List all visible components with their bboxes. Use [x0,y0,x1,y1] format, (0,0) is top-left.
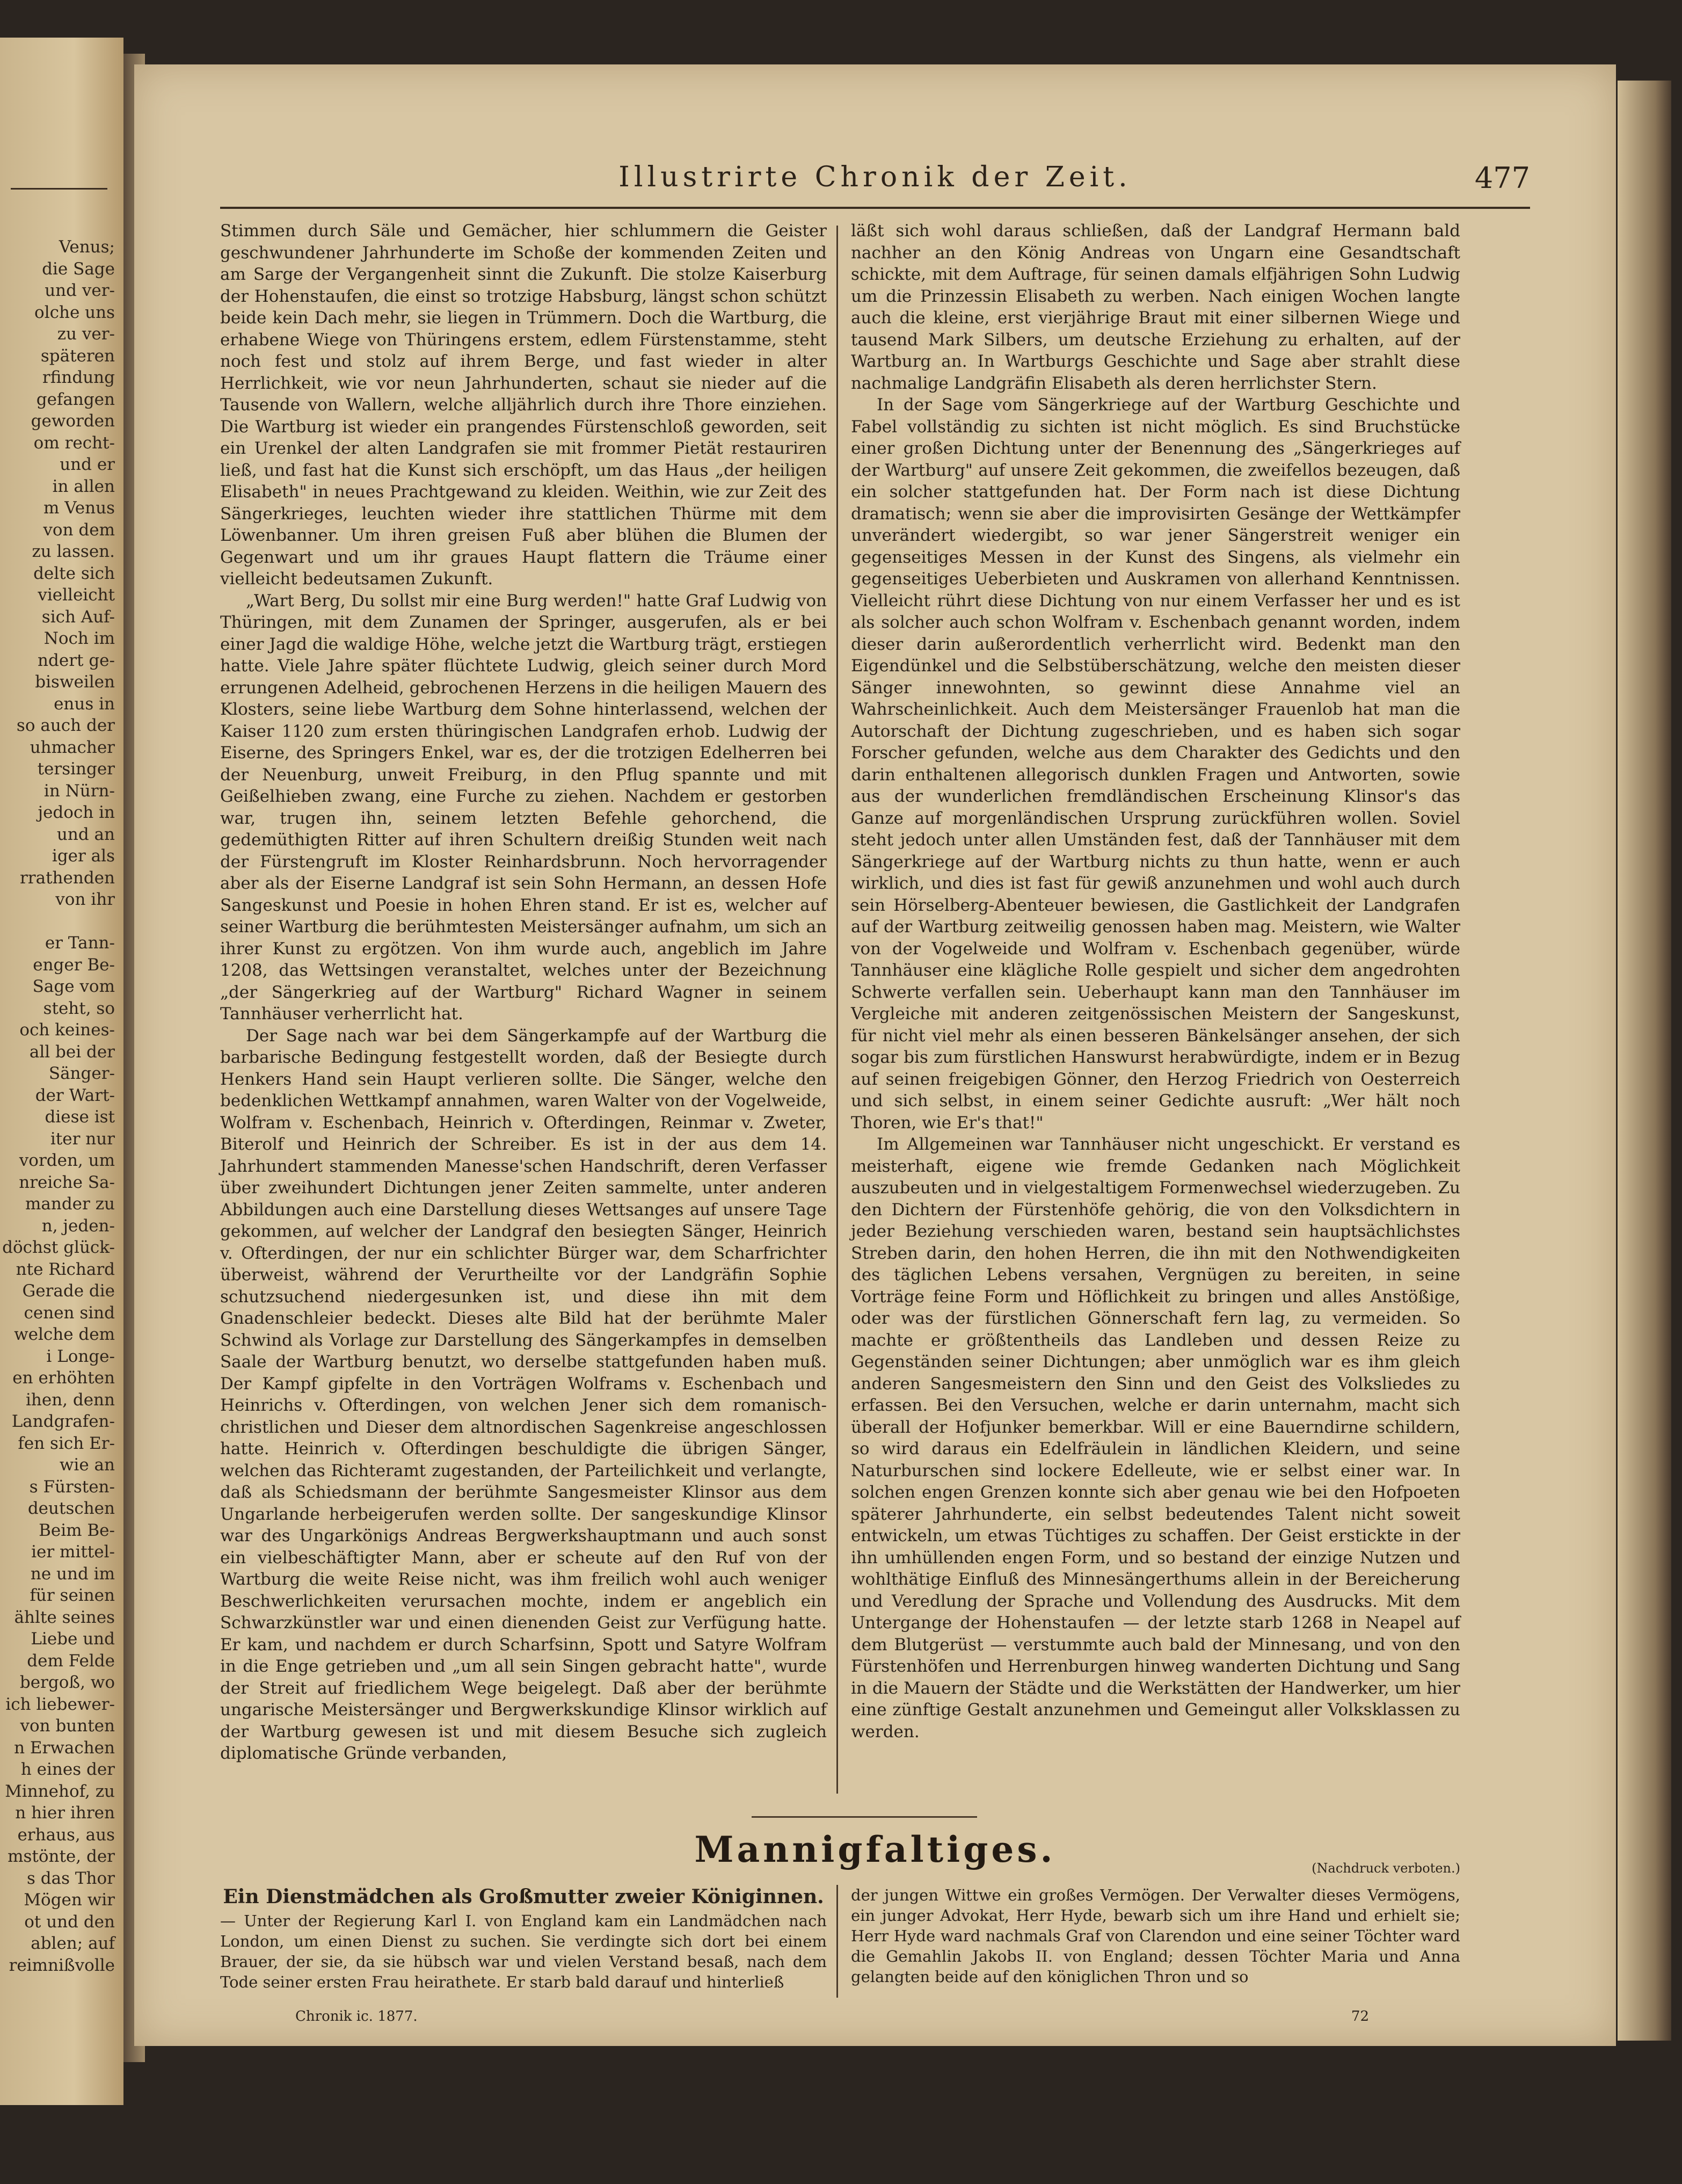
left-page-fragment-line: iger als [52,846,115,866]
left-page-fragment-line: die Sage [42,259,115,279]
page-header [220,161,1530,209]
left-page-fragment-line: och keines- [19,1020,115,1040]
left-page-fragment-line: Sänger- [48,1064,115,1083]
left-page-fragment-line: h eines der [20,1760,115,1779]
left-page-fragment-line: all bei der [29,1042,115,1062]
left-page-fragment-line: welche dem [14,1325,115,1344]
article-column-left [220,1885,827,1992]
left-page-fragment-line: mstönte, der [8,1847,115,1866]
left-page-fragment-line: erhaus, aus [17,1825,115,1845]
left-page-fragment-line: Landgrafen- [11,1412,115,1431]
section-title: Mannigfaltiges. [694,1829,1056,1870]
left-page-fragment-line: Gerade die [22,1281,115,1301]
left-page-fragment-line: döchst glück- [2,1238,115,1257]
left-page-fragment-line: zu ver- [57,324,115,344]
left-page-fragment-line: er Tann- [45,933,115,953]
left-page-fragment-line: der Wart- [35,1085,115,1105]
left-page-fragment-line: mander zu [25,1194,115,1214]
left-page-fragment-line: iter nur [50,1129,115,1149]
left-page-fragment-line: om recht- [33,433,115,453]
left-page-fragment-line: und an [56,824,115,844]
footer-sheet-number: 72 [1351,2008,1369,2025]
left-page-fragment-line: cenen sind [24,1303,115,1323]
left-page-fragment-line: zu lassen. [32,542,115,561]
left-page-fragment-line: in allen [52,476,115,496]
left-page-fragment-line: für seinen [30,1586,115,1605]
left-page-fragment-line: Venus; [59,237,115,257]
left-page-fragment-line: nte Richard [16,1259,115,1279]
left-page-fragment-line: n, jeden- [41,1216,115,1236]
left-page-fragment-line: m Venus [43,498,115,518]
left-page-fragment-line: späteren [40,346,115,366]
left-page-fragment-line: Minnehof, zu [5,1781,115,1801]
left-page-fragment-line: olche uns [34,302,115,322]
left-page-fragment-line: rrathenden [19,868,115,888]
left-page-fragment-line: deutschen [27,1499,115,1518]
page-edge [1618,81,1671,2041]
paragraph: „Wart Berg, Du sollst mir eine Burg werden!" hatte Graf Ludwig von Thüringen, mit dem Zunamen der Springer, ausgerufen, als er bei einer Jagd die waldige Höhe, welche jetzt die Wartburg trägt, erstiegen hatte. Viele Jahre später flüchtete Ludwig, gleich seiner durch Mord errungenen Adelheid, gebrochenen Herzens in die heiligen Mauern des Klosters, seine liebe Wartburg dem Sohne hinterlassend, welchen der Kaiser 1120 zum ersten thüringischen Landgrafen erhob. Ludwig der Eiserne, des Springers Enkel, war es, der die trotzigen Edelherren bei der Neuenburg, unweit Freiburg, in den Pflug spannte und mit Geißelhieben zwang, eine Furche zu ziehen. Nachdem er gestorben war, trugen ihn, seinem letzten Befehle gehorchend, die gedemüthigten Ritter auf ihren Schultern dreißig Stunden weit nach der Fürstengruft im Kloster Reinhardsbrunn. Noch hervorragender aber als der Eiserne Landgraf ist sein Sohn Hermann, an dessen Hofe Sangeskunst und Poesie in hohen Ehren stand. Er ist es, welcher auf seiner Wartburg die berühmtesten Meistersänger aufnahm, um sich an ihrer Kunst zu ergötzen. Von ihm wurde auch, angeblich im Jahre 1208, das Wettsingen veranstaltet, welches unter der Bezeichnung „der Sängerkrieg auf der Wartburg" Richard Wagner in seinem Tannhäuser verherrlicht hat. [220,591,827,1024]
article-paragraph: der jungen Wittwe ein großes Vermögen. Der Verwalter dieses Vermögens, ein junger Advokat, Herr Hyde, bewarb sich um ihre Hand und erhielt sie; Herr Hyde ward nachmals Graf von Clarendon und eine seiner Töchter ward die Gemahlin Jakobs II. von England; dessen Töchter Maria und Anna gelangten beide auf den königlichen Thron und so [851,1886,1460,1986]
left-page-fragment-line: sich Auf- [41,607,115,627]
left-page-fragment-line: ählte seines [14,1607,115,1627]
newspaper-page [134,64,1616,2046]
left-page-fragment-line: tersinger [37,759,115,779]
left-page-fragment-line: von bunten [20,1716,115,1736]
page-number: 477 [1474,161,1530,195]
article-column-right [851,1885,1460,1987]
left-page-fragment-line: bisweilen [35,672,115,692]
left-page-fragment-line: geworden [31,411,115,431]
paragraph: Im Allgemeinen war Tannhäuser nicht ungeschickt. Er verstand es meisterhaft, eigene wie fremde Gedanken nach Möglichkeit auszubeuten und in vielgestaltigem Formenwechsel wiederzugeben. Zu den Dichtern der Fürstenhöfe gehörig, die von den Volksdichtern in jeder Beziehung verschieden waren, bestand sein hauptsächlichstes Streben darin, den hohen Herren, die ihn mit den Nothwendigkeiten des täglichen Lebens versahen, Vergnügen zu bereiten, in seine Vorträge feine Form und Höflichkeit zu bringen und alles Anstößige, oder was der fürstlichen Gönnerschaft fern lag, zu vermeiden. So machte er größtentheils das Landleben und dessen Reize zu Gegenständen seiner Dichtungen; aber unmöglich war es ihm gleich anderen Sangesmeistern den Sinn und den Geist des Volksliedes zu erfassen. Bei den Versuchen, welche er darin unternahm, macht sich überall der Hofjunker bemerkbar. Will er eine Bauerndirne schildern, so wird daraus ein Edelfräulein in ländlichen Kleidern, und seine Naturburschen sind lockere Edelleute, wie er selbst einer war. In solchen engen Grenzen konnte sich aber genau wie bei den Hofpoeten späterer Jahrhunderte, ein selbst bedeutendes Talent nicht soweit entwickeln, um etwas Tüchtiges zu schaffen. Der Geist erstickte in der ihn umhüllenden engen Form, und so bestand der einzige Nutzen und wohlthätige Einfluß des Minnesängerthums allein in der Bereicherung und Veredlung der Sprache und Vollendung des Ausdrucks. Mit dem Untergange der Hohenstaufen — der letzte starb 1268 in Neapel auf dem Blutgerüst — verstummte auch bald der Minnesang, und von den Fürstenhöfen und Herrenburgen hinweg wanderten Dichtung und Sang in die Mauern der Städte und die Werkstätten der Handwerker, um hier eine zünftige Gestalt anzunehmen und Gemeingut aller Volksklassen zu werden. [851,1135,1460,1742]
left-page-fragment-line: Beim Be- [39,1520,115,1540]
left-page-fragment-line: bergoß, wo [19,1673,115,1692]
section-rule [752,1816,977,1818]
left-page-fragment-line: ier mittel- [31,1542,115,1562]
article-heading: Ein Dienstmädchen als Großmutter zweier Königinnen. [223,1885,824,1908]
left-page-fragment-line: ihen, denn [25,1390,115,1410]
left-page-fragment-line: gefangen [36,389,115,409]
left-page-fragment [0,38,123,2105]
left-page-fragment-line [2,911,115,933]
text-column-right [851,220,1460,1743]
left-page-fragment-line: von ihr [55,890,115,909]
left-page-fragment-line: fen sich Er- [18,1433,115,1453]
paragraph: In der Sage vom Sängerkriege auf der Wartburg Geschichte und Fabel vollständig zu sichten ist nicht möglich. Es sind Bruchstücke einer großen Dichtung unter der Benennung des „Sängerkrieges auf der Wartburg" auf unsere Zeit gekommen, die zweifellos bezeugen, daß ein solcher stattgefunden hat. Der Form nach ist diese Dichtung dramatisch; wenn sie aber die improvisirten Gesänge der Wettkämpfer unverändert wiedergibt, so war jener Sängerstreit weniger ein gegenseitiges Messen in der Kunst des Singens, als vielmehr ein gegenseitiges Ueberbieten und Auskramen von allerhand Kenntnissen. Vielleicht rührt diese Dichtung von nur einem Verfasser her und es ist als solcher auch schon Wolfram v. Eschenbach genannt worden, indem dieser darin außerordentlich verherrlicht wird. Bedenkt man den Eigendünkel und die Selbstüberschätzung, welche den meisten dieser Sänger innewohnten, so gewinnt diese Annahme viel an Wahrscheinlichkeit. Auch dem Meistersänger Frauenlob hat man die Autorschaft der Dichtung zugeschrieben, und es haben sich sogar Forscher gefunden, welche aus dem Charakter des Gedichts und den darin enthaltenen allegorisch dunklen Fragen und Antworten, sowie aus der wunderlichen fremdländischen Erscheinung Klinsor's das Ganze auf morgenländischen Ursprung zurückführen wollen. Soviel steht jedoch unter allen Umständen fest, daß der Tannhäuser mit dem Sängerkriege auf der Wartburg nichts zu thun hatte, wenn er auch wirklich, und dies ist fast für gewiß anzunehmen und wohl auch durch sein Hörselberg-Abenteuer bewiesen, die Gastlichkeit der Landgrafen auf der Wartburg zeitweilig genossen haben mag. Meistern, wie Walter von der Vogelweide und Wolfram v. Eschenbach gegenüber, würde Tannhäuser eine klägliche Rolle gespielt und sicher dem angedrohten Schwerte verfallen sein. Ueberhaupt kann man den Tannhäuser im Vergleiche mit anderen zeitgenössischen Meistern der Sangeskunst, für nicht viel mehr als einen besseren Bänkelsänger ansehen, der sich sogar bis zum fürstlichen Hanswurst herabwürdigte, indem er in Bezug auf seinen freigebigen Gönner, den Herzog Friedrich von Oesterreich und sich selbst, in einem seiner Gedichte ausruft: „Wer hält noch Thoren, wie Er's that!" [851,395,1460,1133]
header-rule [220,207,1530,209]
left-page-fragment-line: ne und im [30,1564,115,1584]
left-page-fragment-line: Sage vom [32,977,115,996]
left-page-fragment-line: en erhöhten [12,1368,115,1388]
article-paragraph: — Unter der Regierung Karl I. von England kam ein Landmädchen nach London, um einen Dienst zu suchen. Sie verdingte sich dort bei einem Brauer, der sie, da sie hübsch war und vielen Verstand besaß, nach dem Tode seiner ersten Frau heirathete. Er starb bald darauf und hinterließ [220,1912,827,1991]
left-page-fragment-line: in Nürn- [43,781,115,801]
left-page-fragment-line: steht, so [43,998,115,1018]
text-column-left [220,220,827,1765]
left-page-fragment-line: i Longe- [46,1346,115,1366]
left-page-fragment-line: ndert ge- [38,650,115,670]
left-page-fragment-line: dem Felde [27,1651,115,1671]
footer-signature: Chronik ic. 1877. [295,2008,418,2025]
left-page-fragment-line: rfindung [42,368,115,387]
left-page-fragment-line: Mögen wir [24,1890,115,1910]
left-page-fragment-line: vielleicht [38,585,115,605]
left-page-fragment-line: delte sich [33,563,115,583]
left-page-fragment-line: Liebe und [31,1629,115,1649]
paragraph: Der Sage nach war bei dem Sängerkampfe auf der Wartburg die barbarische Bedingung festgestellt worden, daß der Besiegte durch Henkers Hand sein Haupt verlieren sollte. Die Sänger, welche den bedenklichen Wettkampf annahmen, waren Walter von der Vogelweide, Wolfram v. Eschenbach, Heinrich v. Ofterdingen, Reinmar v. Zweter, Biterolf und Heinrich der Schreiber. Es ist in der aus dem 14. Jahrhundert stammenden Manesse'schen Handschrift, deren Verfasser über zweihundert Dichtungen jener Zeiten sammelte, unter anderen Abbildungen auch eine Darstellung dieses Wettsanges auf unsere Tage gekommen, auf welcher der Landgraf den besiegten Sänger, Heinrich v. Ofterdingen, der nur ein schlichter Bürger war, dem Scharfrichter überweist, während der Verurtheilte vor der Landgräfin Sophie schutzsuchend niedergesunken ist, und diese ihn mit dem Gnadenschleier bedeckt. Dieses alte Bild hat der berühmte Maler Schwind als Vorlage zur Darstellung des Sängerkampfes in demselben Saale der Wartburg benutzt, wo derselbe stattgefunden haben muß. Der Kampf gipfelte in den Vorträgen Wolframs v. Eschenbach und Heinrichs v. Ofterdingen, von welchen Jener sich dem romanisch-christlichen und Dieser dem altnordischen Sagenkreise angeschlossen hatte. Heinrich v. Ofterdingen beschuldigte die übrigen Sänger, welchen das Richteramt zugestanden, der Parteilichkeit und verlangte, daß als Schiedsmann der berühmte Sangesmeister Klinsor aus dem Ungarlande herbeigerufen werden sollte. Der sangeskundige Klinsor war des Ungarkönigs Andreas Bergwerkshauptmann und auch sonst ein vielbeschäftigter Mann, aber er scheute auf den Ruf von der Wartburg die weite Reise nicht, was ihm freilich wohl auch weniger Beschwerlichkeiten verursachen mochte, indem er angeblich ein Schwarzkünstler war und einen dienenden Geist zur Verfügung hatte. Er kam, und nachdem er durch Scharfsinn, Spott und Satyre Wolfram in die Enge getrieben und „um all sein Singen gebracht hatte", wurde der Streit auf friedlichem Wege beigelegt. Daß aber der berühmte ungarische Meistersänger und Bergwerkskundige Klinsor wirklich auf der Wartburg gewesen ist und mit diesem Besuche sich zugleich diplomatische Gründe verbanden, [220,1026,827,1763]
left-page-fragment-line: und er [60,455,115,474]
left-page-text-fragments [2,236,115,1976]
left-page-fragment-line: so auch der [16,716,115,735]
left-page-fragment-line: vorden, um [19,1151,115,1170]
paragraph: läßt sich wohl daraus schließen, daß der Landgraf Hermann bald nachher an den König Andreas von Ungarn eine Gesandtschaft schickte, mit dem Auftrage, für seinen damals elfjährigen Sohn Ludwig um die Prinzessin Elisabeth zu werben. Nach einigen Wochen langte auch die kleine, erst vierjährige Braut mit einer silbernen Wiege und tausend Mark Silbers, um deutsche Erziehung zu erhalten, auf der Wartburg an. In Wartburgs Geschichte und Sage aber strahlt diese nachmalige Landgräfin Elisabeth als deren herrlichster Stern. [851,221,1460,393]
left-page-fragment-line: n hier ihren [15,1803,115,1823]
left-page-fragment-line: ablen; auf [31,1934,115,1953]
left-page-fragment-line: enus in [54,694,115,714]
left-page-fragment-line: ich liebewer- [5,1694,115,1714]
reprint-note: (Nachdruck verboten.) [1312,1861,1460,1876]
left-page-fragment-line: wie an [59,1455,115,1475]
column-divider [836,226,838,1794]
left-page-fragment-line: ot und den [24,1912,115,1932]
left-page-fragment-line: reimnißvolle [9,1955,115,1975]
left-page-fragment-line: Noch im [43,629,115,648]
page-header-title: Illustrirte Chronik der Zeit. [618,161,1132,193]
left-page-fragment-line: jedoch in [38,803,115,822]
left-page-fragment-line: enger Be- [33,955,115,975]
left-page-fragment-line: s Fürsten- [29,1477,115,1497]
left-page-fragment-line: diese ist [45,1107,115,1127]
left-page-rule [11,188,107,190]
left-page-fragment-line: und ver- [45,281,115,300]
left-page-fragment-line: nreiche Sa- [19,1172,115,1192]
paragraph: Stimmen durch Säle und Gemächer, hier schlummern die Geister geschwundener Jahrhunderte im Schoße der kommenden Zeiten und am Sarge der Vergangenheit sinnt die Zukunft. Die stolze Kaiserburg der Hohenstaufen, die einst so trotzige Habsburg, längst schon schützt beide kein Dach mehr, sie liegen in Trümmern. Doch die Wartburg, die erhabene Wiege von Thüringens erstem, edlem Fürstenstamme, steht noch fest und stolz auf ihrem Berge, und fast wieder in alter Herrlichkeit, wie vor neun Jahrhunderten, schaut sie nieder auf die Tausende von Wallern, welche alljährlich durch ihre Thore einziehen. Die Wartburg ist wieder ein prangendes Fürstenschloß geworden, seit ein Urenkel der alten Landgrafen sie mit frommer Pietät restauriren ließ, und fast hat die Kunst sich erschöpft, um das Haus „der heiligen Elisabeth" in neues Prachtgewand zu kleiden. Weithin, wie zur Zeit des Sängerkrieges, leuchten wieder ihre stattlichen Thürme mit dem Löwenbanner. Um ihren greisen Fuß aber blühen die Blumen der Gegenwart und um ihr graues Haupt flattern die Träume einer vielleicht bedeutsamen Zukunft. [220,221,827,589]
left-page-fragment-line: n Erwachen [14,1738,115,1758]
article-column-divider [836,1885,838,1998]
left-page-fragment-line: uhmacher [30,737,115,757]
left-page-fragment-line: von dem [43,520,115,540]
left-page-fragment-line: s das Thor [27,1868,115,1888]
